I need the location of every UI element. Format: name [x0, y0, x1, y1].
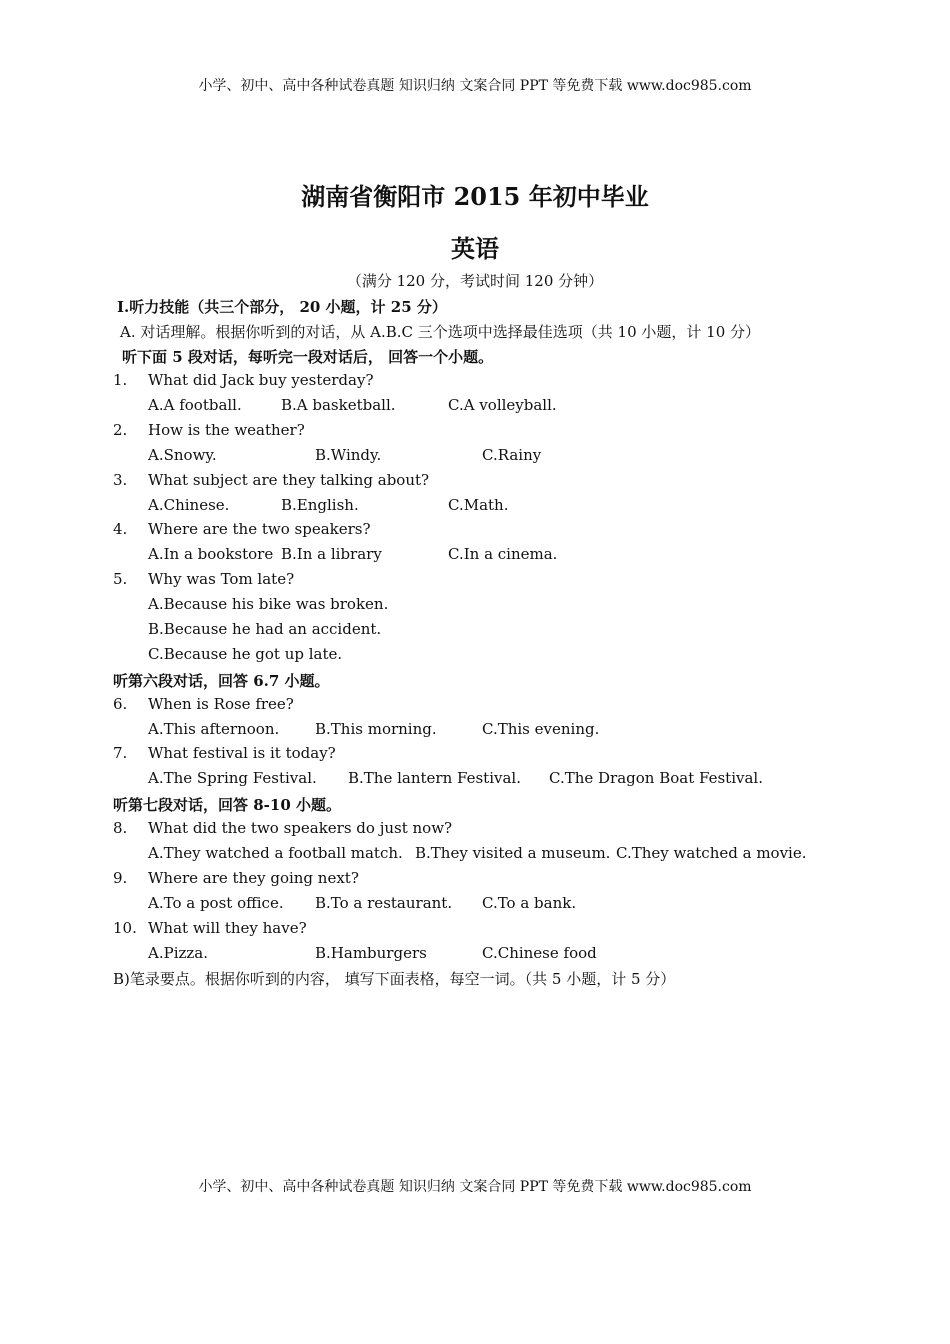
option-c: C.In a cinema. [448, 545, 558, 563]
option-c: C.To a bank. [482, 894, 577, 912]
option-c: C.The Dragon Boat Festival. [549, 769, 763, 787]
page-header: 小学、初中、高中各种试卷真题 知识归纳 文案合同 PPT 等免费下载 www.doc985.com [198, 78, 752, 94]
option-a: A.Snowy. [148, 446, 217, 464]
option-a: A.This afternoon. [148, 720, 280, 738]
option-b: B.A basketball. [281, 396, 396, 414]
question-number: 7. [113, 744, 128, 762]
question-text: How is the weather? [148, 421, 305, 439]
question-number: 6. [113, 695, 128, 713]
question-text: What subject are they talking about? [148, 471, 430, 489]
section-heading: I.听力技能（共三个部分， 20 小题，计 25 分） [117, 298, 447, 316]
question-number: 8. [113, 819, 128, 837]
exam-title: 湖南省衡阳市 2015 年初中毕业 [301, 182, 649, 211]
option-c: C.Math. [448, 496, 509, 514]
score-note: （满分 120 分，考试时间 120 分钟） [346, 272, 604, 290]
question-number: 3. [113, 471, 128, 489]
question-text: What did Jack buy yesterday? [148, 371, 374, 389]
option-b: B.To a restaurant. [315, 894, 453, 912]
option-b: B.Because he had an accident. [148, 620, 382, 638]
option-a: A.To a post office. [148, 894, 284, 912]
instruction-2: 听第六段对话，回答 6.7 小题。 [113, 672, 330, 690]
question-text: What will they have? [148, 919, 307, 937]
option-b: B.They visited a museum. [415, 844, 611, 862]
question-number: 1. [113, 371, 128, 389]
option-c: C.A volleyball. [448, 396, 557, 414]
option-b: B.Windy. [315, 446, 382, 464]
instruction-3: 听第七段对话，回答 8-10 小题。 [113, 796, 341, 814]
question-number: 5. [113, 570, 128, 588]
option-b: B.In a library [281, 545, 382, 563]
option-a: A.The Spring Festival. [148, 769, 317, 787]
exam-subject: 英语 [451, 234, 499, 263]
question-text: What did the two speakers do just now? [148, 819, 453, 837]
option-a: A.They watched a football match. [148, 844, 403, 862]
option-a: A.Because his bike was broken. [148, 595, 389, 613]
option-c: C.Chinese food [482, 944, 597, 962]
option-c: C.Because he got up late. [148, 645, 343, 663]
question-number: 10. [113, 919, 137, 937]
part-a-instructions: A. 对话理解。根据你听到的对话，从 A.B.C 三个选项中选择最佳选项（共 10 小题，计 10 分） [120, 323, 761, 341]
part-b-instructions: B)笔录要点。根据你听到的内容， 填写下面表格，每空一词。（共 5 小题，计 5 分） [113, 970, 676, 988]
option-c: C.They watched a movie. [616, 844, 807, 862]
option-b: B.The lantern Festival. [348, 769, 521, 787]
question-text: What festival is it today? [148, 744, 336, 762]
option-a: A.Pizza. [148, 944, 209, 962]
question-text: Where are they going next? [148, 869, 359, 887]
question-number: 9. [113, 869, 128, 887]
option-a: A.Chinese. [148, 496, 230, 514]
page-footer: 小学、初中、高中各种试卷真题 知识归纳 文案合同 PPT 等免费下载 www.doc985.com [198, 1179, 752, 1195]
question-text: Where are the two speakers? [148, 520, 371, 538]
option-b: B.Hamburgers [315, 944, 427, 962]
instruction-1: 听下面 5 段对话，每听完一段对话后， 回答一个小题。 [122, 348, 494, 366]
question-number: 2. [113, 421, 128, 439]
option-b: B.English. [281, 496, 359, 514]
option-b: B.This morning. [315, 720, 437, 738]
option-c: C.Rainy [482, 446, 542, 464]
option-a: A.A football. [148, 396, 242, 414]
option-c: C.This evening. [482, 720, 600, 738]
option-a: A.In a bookstore [148, 545, 274, 563]
question-number: 4. [113, 520, 128, 538]
question-text: When is Rose free? [148, 695, 294, 713]
question-text: Why was Tom late? [148, 570, 295, 588]
